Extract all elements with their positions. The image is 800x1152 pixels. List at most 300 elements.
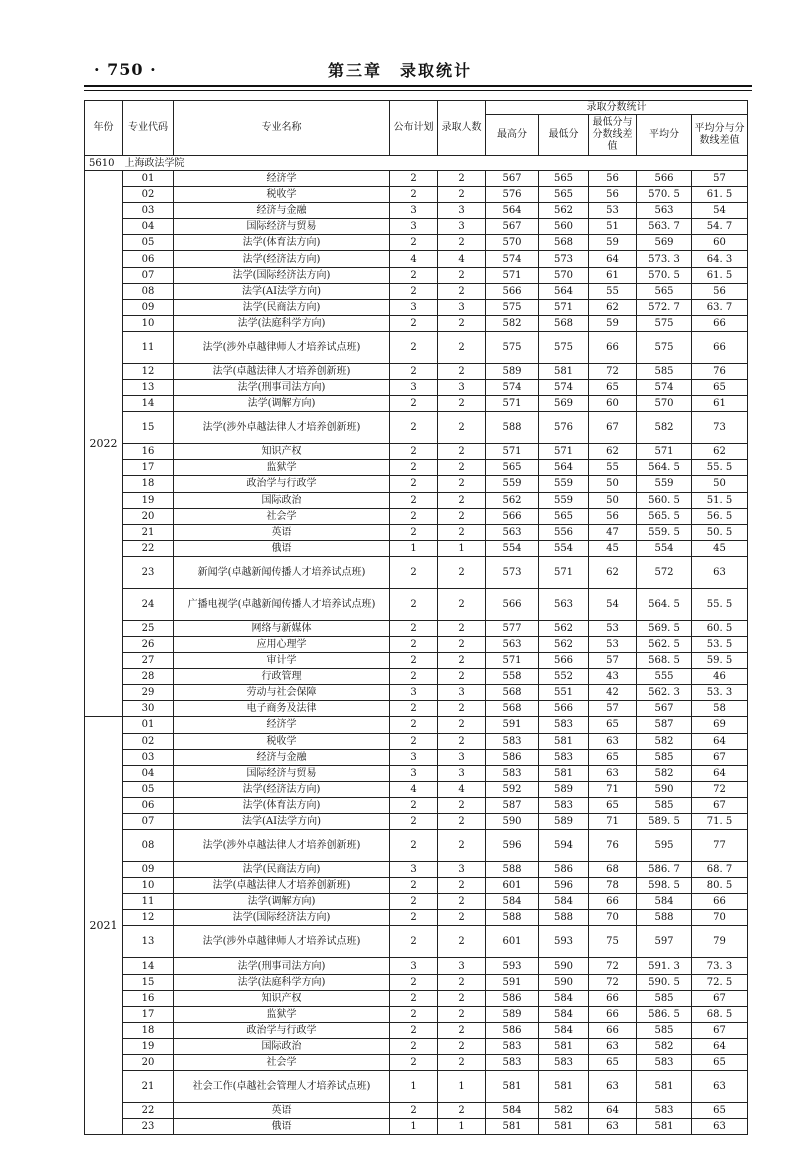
cell-avg: 562. 5 (637, 636, 692, 652)
table-row (85, 380, 748, 396)
cell-code: 07 (123, 267, 174, 283)
cell-code: 28 (123, 669, 174, 685)
cell-plan: 2 (390, 444, 438, 460)
cell-admitted: 2 (438, 1038, 486, 1054)
cell-plan: 2 (390, 508, 438, 524)
cell-max: 568 (486, 701, 539, 717)
cell-max: 574 (486, 380, 539, 396)
cell-name: 政治学与行政学 (174, 476, 390, 492)
cell-name: 经济学 (174, 717, 390, 733)
cell-min-diff: 66 (589, 1006, 637, 1022)
cell-min: 581 (539, 1071, 589, 1103)
cell-avg-diff: 67 (692, 797, 748, 813)
cell-plan: 4 (390, 251, 438, 267)
table-row (85, 588, 748, 620)
cell-avg: 570. 5 (637, 267, 692, 283)
cell-avg: 582 (637, 412, 692, 444)
cell-min: 559 (539, 476, 589, 492)
cell-plan: 2 (390, 524, 438, 540)
table-row (85, 814, 748, 830)
cell-admitted: 2 (438, 701, 486, 717)
table-row (85, 219, 748, 235)
table-row (85, 171, 748, 187)
cell-name: 应用心理学 (174, 636, 390, 652)
table-row (85, 187, 748, 203)
cell-max: 573 (486, 556, 539, 588)
cell-min: 589 (539, 814, 589, 830)
cell-admitted: 2 (438, 396, 486, 412)
cell-max: 581 (486, 1119, 539, 1135)
cell-admitted: 2 (438, 267, 486, 283)
cell-max: 591 (486, 974, 539, 990)
cell-code: 03 (123, 203, 174, 219)
cell-max: 571 (486, 396, 539, 412)
cell-min-diff: 43 (589, 669, 637, 685)
table-row (85, 1071, 748, 1103)
cell-plan: 2 (390, 460, 438, 476)
cell-name: 法学(民商法方向) (174, 862, 390, 878)
cell-avg: 575 (637, 315, 692, 331)
cell-min-diff: 53 (589, 636, 637, 652)
cell-admitted: 3 (438, 380, 486, 396)
header-code: 专业代码 (123, 101, 174, 156)
table-row (85, 1103, 748, 1119)
cell-min-diff: 53 (589, 203, 637, 219)
cell-avg: 585 (637, 990, 692, 1006)
table-row (85, 203, 748, 219)
cell-avg-diff: 56 (692, 283, 748, 299)
cell-plan: 2 (390, 910, 438, 926)
cell-admitted: 2 (438, 990, 486, 1006)
cell-min: 566 (539, 701, 589, 717)
cell-name: 社会学 (174, 1055, 390, 1071)
cell-plan: 2 (390, 669, 438, 685)
cell-avg: 569. 5 (637, 620, 692, 636)
cell-plan: 2 (390, 1022, 438, 1038)
cell-admitted: 2 (438, 669, 486, 685)
cell-name: 知识产权 (174, 444, 390, 460)
cell-plan: 2 (390, 396, 438, 412)
cell-avg-diff: 53. 5 (692, 636, 748, 652)
cell-plan: 2 (390, 636, 438, 652)
cell-min: 562 (539, 203, 589, 219)
cell-min-diff: 66 (589, 331, 637, 363)
cell-admitted: 2 (438, 363, 486, 379)
cell-min: 588 (539, 910, 589, 926)
cell-min-diff: 64 (589, 1103, 637, 1119)
cell-max: 596 (486, 830, 539, 862)
cell-min: 570 (539, 267, 589, 283)
table-row (85, 717, 748, 733)
cell-code: 04 (123, 765, 174, 781)
cell-min: 583 (539, 749, 589, 765)
cell-min-diff: 56 (589, 508, 637, 524)
school-row (85, 156, 748, 171)
school-name: 上海政法学院 (124, 157, 185, 169)
cell-min: 583 (539, 797, 589, 813)
cell-plan: 2 (390, 814, 438, 830)
cell-max: 575 (486, 299, 539, 315)
cell-plan: 3 (390, 765, 438, 781)
cell-admitted: 2 (438, 974, 486, 990)
cell-avg-diff: 66 (692, 331, 748, 363)
cell-min-diff: 65 (589, 749, 637, 765)
cell-max: 558 (486, 669, 539, 685)
cell-max: 583 (486, 765, 539, 781)
chapter-title: 第三章 录取统计 (327, 61, 472, 80)
cell-plan: 2 (390, 701, 438, 717)
cell-avg: 585 (637, 1022, 692, 1038)
table-row (85, 653, 748, 669)
cell-max: 601 (486, 926, 539, 958)
header-min-diff: 最低分与分数线差值 (589, 115, 637, 156)
cell-plan: 2 (390, 363, 438, 379)
cell-avg-diff: 71. 5 (692, 814, 748, 830)
cell-admitted: 2 (438, 878, 486, 894)
cell-max: 586 (486, 990, 539, 1006)
cell-max: 571 (486, 444, 539, 460)
cell-code: 07 (123, 814, 174, 830)
cell-avg-diff: 65 (692, 1103, 748, 1119)
cell-avg: 554 (637, 540, 692, 556)
cell-admitted: 2 (438, 315, 486, 331)
cell-plan: 2 (390, 235, 438, 251)
cell-plan: 3 (390, 685, 438, 701)
cell-avg: 590. 5 (637, 974, 692, 990)
cell-max: 554 (486, 540, 539, 556)
cell-code: 18 (123, 476, 174, 492)
cell-code: 08 (123, 830, 174, 862)
cell-avg-diff: 56. 5 (692, 508, 748, 524)
cell-max: 562 (486, 492, 539, 508)
cell-admitted: 2 (438, 283, 486, 299)
cell-code: 17 (123, 460, 174, 476)
cell-code: 09 (123, 862, 174, 878)
cell-min: 589 (539, 781, 589, 797)
cell-avg: 597 (637, 926, 692, 958)
cell-code: 01 (123, 171, 174, 187)
cell-admitted: 2 (438, 926, 486, 958)
table-row (85, 1038, 748, 1054)
cell-plan: 3 (390, 862, 438, 878)
cell-plan: 1 (390, 1071, 438, 1103)
cell-avg-diff: 54 (692, 203, 748, 219)
cell-plan: 3 (390, 203, 438, 219)
cell-code: 12 (123, 910, 174, 926)
cell-plan: 2 (390, 412, 438, 444)
cell-min: 590 (539, 958, 589, 974)
cell-avg-diff: 64. 3 (692, 251, 748, 267)
cell-plan: 2 (390, 1038, 438, 1054)
year-cell: 2021 (85, 717, 123, 1135)
cell-name: 法学(民商法方向) (174, 299, 390, 315)
cell-code: 22 (123, 1103, 174, 1119)
cell-name: 税收学 (174, 733, 390, 749)
cell-min-diff: 72 (589, 958, 637, 974)
cell-avg: 583 (637, 1103, 692, 1119)
cell-code: 19 (123, 1038, 174, 1054)
cell-avg: 565. 5 (637, 508, 692, 524)
cell-name: 法学(体育法方向) (174, 235, 390, 251)
cell-plan: 2 (390, 1103, 438, 1119)
table-body (85, 156, 748, 1135)
cell-plan: 2 (390, 894, 438, 910)
cell-admitted: 2 (438, 171, 486, 187)
cell-avg-diff: 60 (692, 235, 748, 251)
cell-code: 21 (123, 1071, 174, 1103)
table-row (85, 299, 748, 315)
cell-admitted: 2 (438, 830, 486, 862)
cell-min-diff: 63 (589, 765, 637, 781)
cell-plan: 2 (390, 588, 438, 620)
cell-name: 法学(涉外卓越法律人才培养创新班) (174, 412, 390, 444)
cell-min-diff: 45 (589, 540, 637, 556)
cell-max: 584 (486, 1103, 539, 1119)
cell-avg-diff: 54. 7 (692, 219, 748, 235)
cell-plan: 2 (390, 283, 438, 299)
cell-max: 577 (486, 620, 539, 636)
cell-min-diff: 63 (589, 1071, 637, 1103)
cell-avg-diff: 64 (692, 765, 748, 781)
cell-avg-diff: 63 (692, 556, 748, 588)
table-row (85, 556, 748, 588)
year-cell: 2022 (85, 171, 123, 717)
cell-max: 588 (486, 862, 539, 878)
cell-avg: 584 (637, 894, 692, 910)
cell-avg-diff: 61. 5 (692, 267, 748, 283)
cell-code: 05 (123, 781, 174, 797)
table-row (85, 492, 748, 508)
cell-code: 21 (123, 524, 174, 540)
cell-max: 591 (486, 717, 539, 733)
cell-avg-diff: 51. 5 (692, 492, 748, 508)
cell-admitted: 2 (438, 235, 486, 251)
cell-avg: 582 (637, 765, 692, 781)
cell-admitted: 3 (438, 862, 486, 878)
cell-admitted: 2 (438, 460, 486, 476)
cell-name: 法学(AI法学方向) (174, 814, 390, 830)
cell-avg-diff: 77 (692, 830, 748, 862)
table-row (85, 620, 748, 636)
cell-plan: 2 (390, 476, 438, 492)
cell-name: 广播电视学(卓越新闻传播人才培养试点班) (174, 588, 390, 620)
cell-avg: 555 (637, 669, 692, 685)
cell-plan: 1 (390, 540, 438, 556)
cell-min-diff: 65 (589, 1055, 637, 1071)
cell-name: 经济与金融 (174, 203, 390, 219)
cell-avg-diff: 61. 5 (692, 187, 748, 203)
cell-avg: 581 (637, 1119, 692, 1135)
cell-min: 554 (539, 540, 589, 556)
cell-admitted: 2 (438, 476, 486, 492)
cell-avg-diff: 55. 5 (692, 460, 748, 476)
cell-min: 573 (539, 251, 589, 267)
cell-min-diff: 57 (589, 701, 637, 717)
cell-avg: 588 (637, 910, 692, 926)
cell-avg-diff: 80. 5 (692, 878, 748, 894)
cell-name: 法学(调解方向) (174, 396, 390, 412)
cell-min: 590 (539, 974, 589, 990)
cell-admitted: 2 (438, 894, 486, 910)
table-row (85, 235, 748, 251)
cell-max: 589 (486, 363, 539, 379)
table-row (85, 460, 748, 476)
cell-name: 法学(体育法方向) (174, 797, 390, 813)
cell-admitted: 1 (438, 1071, 486, 1103)
cell-admitted: 1 (438, 540, 486, 556)
cell-plan: 2 (390, 492, 438, 508)
cell-min-diff: 59 (589, 315, 637, 331)
cell-min-diff: 63 (589, 1119, 637, 1135)
header-admitted: 录取人数 (438, 101, 486, 156)
cell-plan: 2 (390, 171, 438, 187)
cell-avg-diff: 72. 5 (692, 974, 748, 990)
cell-min-diff: 62 (589, 556, 637, 588)
cell-name: 法学(法庭科学方向) (174, 974, 390, 990)
cell-avg: 587 (637, 717, 692, 733)
cell-avg: 573. 3 (637, 251, 692, 267)
cell-avg: 570. 5 (637, 187, 692, 203)
cell-avg-diff: 72 (692, 781, 748, 797)
cell-max: 581 (486, 1071, 539, 1103)
cell-code: 15 (123, 412, 174, 444)
cell-max: 571 (486, 653, 539, 669)
cell-admitted: 2 (438, 620, 486, 636)
cell-max: 566 (486, 283, 539, 299)
cell-max: 586 (486, 749, 539, 765)
cell-avg: 586. 5 (637, 1006, 692, 1022)
cell-code: 11 (123, 894, 174, 910)
table-row (85, 910, 748, 926)
cell-name: 国际政治 (174, 1038, 390, 1054)
cell-avg: 591. 3 (637, 958, 692, 974)
cell-name: 税收学 (174, 187, 390, 203)
table-row (85, 363, 748, 379)
header-avg: 平均分 (637, 115, 692, 156)
cell-name: 政治学与行政学 (174, 1022, 390, 1038)
cell-admitted: 3 (438, 765, 486, 781)
cell-admitted: 2 (438, 653, 486, 669)
school-cell (85, 156, 748, 171)
cell-code: 27 (123, 653, 174, 669)
cell-admitted: 3 (438, 203, 486, 219)
cell-code: 03 (123, 749, 174, 765)
cell-admitted: 3 (438, 958, 486, 974)
cell-admitted: 2 (438, 717, 486, 733)
cell-min: 581 (539, 733, 589, 749)
cell-min-diff: 64 (589, 251, 637, 267)
table-row (85, 396, 748, 412)
cell-admitted: 2 (438, 1055, 486, 1071)
cell-avg: 585 (637, 797, 692, 813)
cell-avg: 598. 5 (637, 878, 692, 894)
cell-name: 法学(国际经济法方向) (174, 910, 390, 926)
cell-max: 570 (486, 235, 539, 251)
cell-name: 法学(调解方向) (174, 894, 390, 910)
cell-min: 565 (539, 508, 589, 524)
admission-score-table (84, 100, 748, 1135)
cell-code: 14 (123, 958, 174, 974)
cell-plan: 2 (390, 653, 438, 669)
cell-avg: 582 (637, 733, 692, 749)
cell-code: 26 (123, 636, 174, 652)
table-row (85, 894, 748, 910)
cell-code: 19 (123, 492, 174, 508)
cell-plan: 3 (390, 380, 438, 396)
cell-min: 565 (539, 187, 589, 203)
cell-min-diff: 51 (589, 219, 637, 235)
cell-min: 584 (539, 894, 589, 910)
cell-avg-diff: 61 (692, 396, 748, 412)
cell-name: 英语 (174, 524, 390, 540)
cell-min: 560 (539, 219, 589, 235)
cell-name: 俄语 (174, 540, 390, 556)
cell-max: 564 (486, 203, 539, 219)
cell-min-diff: 72 (589, 974, 637, 990)
cell-admitted: 2 (438, 492, 486, 508)
table-row (85, 1055, 748, 1071)
table-row (85, 733, 748, 749)
cell-plan: 2 (390, 878, 438, 894)
cell-min-diff: 71 (589, 781, 637, 797)
cell-plan: 2 (390, 331, 438, 363)
cell-name: 法学(国际经济法方向) (174, 267, 390, 283)
cell-avg-diff: 66 (692, 894, 748, 910)
table-row (85, 685, 748, 701)
cell-code: 29 (123, 685, 174, 701)
cell-avg-diff: 67 (692, 749, 748, 765)
cell-min: 563 (539, 588, 589, 620)
cell-avg: 562. 3 (637, 685, 692, 701)
cell-min-diff: 63 (589, 1038, 637, 1054)
table-row (85, 508, 748, 524)
cell-min: 564 (539, 460, 589, 476)
cell-admitted: 2 (438, 1022, 486, 1038)
table-row (85, 283, 748, 299)
cell-avg-diff: 64 (692, 733, 748, 749)
cell-plan: 2 (390, 990, 438, 1006)
cell-max: 563 (486, 524, 539, 540)
cell-min: 552 (539, 669, 589, 685)
cell-name: 法学(法庭科学方向) (174, 315, 390, 331)
cell-min: 569 (539, 396, 589, 412)
cell-min-diff: 66 (589, 894, 637, 910)
cell-admitted: 2 (438, 412, 486, 444)
cell-name: 俄语 (174, 1119, 390, 1135)
cell-min: 581 (539, 1038, 589, 1054)
cell-code: 20 (123, 1055, 174, 1071)
cell-min: 581 (539, 363, 589, 379)
cell-min-diff: 75 (589, 926, 637, 958)
cell-name: 社会工作(卓越社会管理人才培养试点班) (174, 1071, 390, 1103)
table-row (85, 1119, 748, 1135)
cell-max: 601 (486, 878, 539, 894)
cell-name: 经济与金融 (174, 749, 390, 765)
cell-avg-diff: 50 (692, 476, 748, 492)
cell-admitted: 3 (438, 219, 486, 235)
table-row (85, 926, 748, 958)
table-row (85, 1006, 748, 1022)
cell-min: 564 (539, 283, 589, 299)
cell-min-diff: 63 (589, 733, 637, 749)
cell-min: 551 (539, 685, 589, 701)
cell-avg: 563. 7 (637, 219, 692, 235)
cell-avg: 581 (637, 1071, 692, 1103)
cell-avg: 583 (637, 1055, 692, 1071)
cell-admitted: 2 (438, 910, 486, 926)
table-row (85, 476, 748, 492)
cell-min: 568 (539, 315, 589, 331)
